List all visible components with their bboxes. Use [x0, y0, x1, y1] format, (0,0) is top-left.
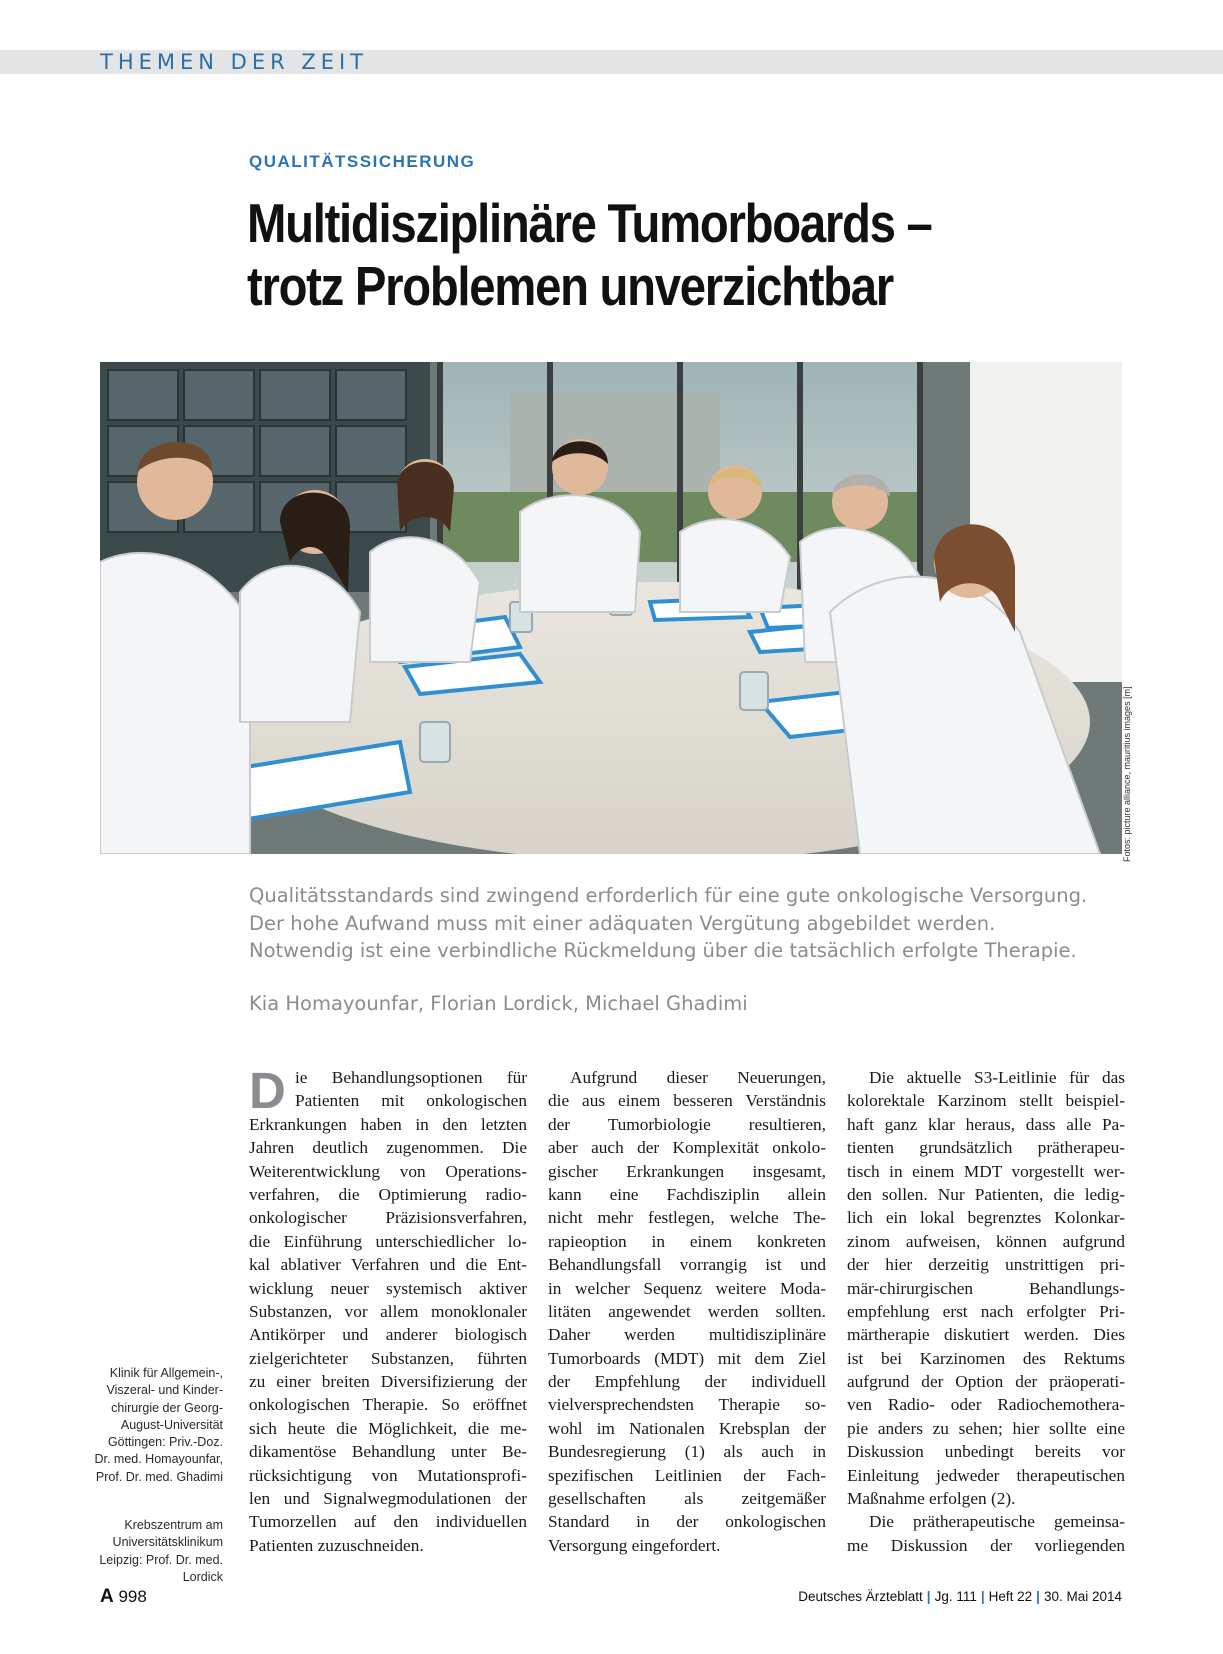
body-column-2 — [548, 1066, 826, 1557]
body-text-line: Maßnahme erfolgen (2). — [847, 1489, 1016, 1509]
body-text-line: Weiterentwicklung von Operations- — [249, 1161, 527, 1181]
body-text-line: Erkrankungen haben in den letzten — [249, 1114, 527, 1134]
body-text-line: kann eine Fachdisziplin allein — [548, 1184, 826, 1204]
body-text-line: rapieoption in einem konkreten — [548, 1231, 826, 1251]
title-line: trotz Problemen unverzichtbar — [247, 255, 893, 317]
body-text-line: ie Behandlungsoptionen für — [295, 1068, 527, 1087]
body-text-line: den sollen. Nur Patienten, die ledig- — [847, 1184, 1125, 1204]
body-text-line: sich heute die Möglichkeit, die me- — [249, 1418, 527, 1438]
body-text-line: zielgerichteter Substanzen, führten — [249, 1348, 527, 1368]
author-affiliation — [83, 1517, 223, 1586]
separator: | — [1036, 1589, 1040, 1604]
body-text-line: onkologischer Präzisionsverfahren, — [249, 1208, 527, 1228]
page-number: 998 — [118, 1587, 147, 1606]
body-text-line: nicht mehr festlegen, welche The- — [548, 1208, 826, 1228]
body-text-line: ven Radio- oder Radiochemothera- — [847, 1395, 1125, 1415]
separator: | — [926, 1589, 931, 1604]
body-text-line: kolorektale Karzinom stellt beispiel- — [847, 1091, 1125, 1111]
lead-line: Qualitätsstandards sind zwingend erforderlich für eine gute onkologische Versorgung. — [249, 884, 1088, 907]
body-column-3 — [847, 1066, 1125, 1557]
affiliation-line: Dr. med. Homayounfar, — [94, 1452, 223, 1467]
journal-name: Deutsches Ärzteblatt — [798, 1589, 923, 1604]
body-text-line: Diskussion unbedingt bereits vor — [847, 1442, 1125, 1462]
body-text-line: mär-chirurgischen Behandlungs- — [847, 1278, 1125, 1298]
body-text-line: aber auch der Komplexität onkolo- — [548, 1138, 826, 1158]
article-lead — [249, 882, 1129, 965]
body-text-line: len und Signalwegmodulationen der — [249, 1489, 527, 1509]
separator: | — [980, 1589, 985, 1604]
body-text-line: Tumorboards (MDT) mit dem Ziel — [548, 1348, 826, 1368]
drop-cap: D — [249, 1062, 286, 1119]
body-text-line: der Tumorbiologie resultieren, — [548, 1114, 826, 1134]
article-kicker: QUALITÄTSSICHERUNG — [249, 152, 476, 171]
lead-line: Der hohe Aufwand muss mit einer adäquaten Vergütung abgebildet werden. — [249, 911, 996, 935]
body-text-line: tienten grundsätzlich prätherapeu- — [847, 1138, 1125, 1158]
lead-line: Notwendig ist eine verbindliche Rückmeldung über die tatsächlich erfolgte Therapie. — [249, 939, 1077, 962]
body-column-1 — [249, 1062, 527, 1557]
article-photo — [100, 362, 1122, 854]
affiliation-line: Krebszentrum am — [124, 1518, 223, 1532]
body-text-line: der Empfehlung der individuell — [548, 1372, 826, 1392]
page-folio — [100, 1586, 147, 1608]
body-text-line: Behandlungsfall vorrangig ist und — [548, 1255, 826, 1275]
affiliation-line: Viszeral- und Kinder- — [106, 1383, 223, 1398]
body-text-line: wicklung neuer systemisch aktiver — [249, 1278, 527, 1298]
meeting-photo-illustration — [100, 362, 1122, 854]
section-label: THEMEN DER ZEIT — [100, 50, 369, 74]
body-text-line: in welcher Sequenz weitere Moda- — [548, 1278, 826, 1298]
body-text-line: me Diskussion der vorliegenden — [847, 1535, 1125, 1555]
body-text-line: lich ein lokal begrenztes Kolonkar- — [847, 1208, 1125, 1228]
body-text-line: Antikörper und anderer biologisch — [249, 1325, 527, 1345]
affiliation-line: Klinik für Allgemein-, — [109, 1366, 223, 1380]
affiliation-line: Prof. Dr. med. Ghadimi — [95, 1469, 223, 1484]
body-text-line: Substanzen, vor allem monoklonaler — [249, 1301, 527, 1321]
body-text-line: zu einer breiten Diversifizierung der — [249, 1372, 527, 1392]
title-line: Multidisziplinäre Tumorboards – — [247, 192, 932, 254]
body-text-line: wohl im Nationalen Krebsplan der — [548, 1418, 826, 1438]
body-text-line: Patienten mit onkologischen — [295, 1091, 527, 1111]
body-text-line: gischer Erkrankungen insgesamt, — [548, 1161, 826, 1181]
affiliation-line: Göttingen: Priv.-Doz. — [107, 1435, 223, 1450]
affiliation-line: Lordick — [182, 1569, 223, 1584]
body-text-line: tisch in einem MDT vorgestellt wer- — [847, 1161, 1125, 1181]
body-text-line: Tumorzellen auf den individuellen — [249, 1512, 527, 1532]
body-text-line: gesellschaften als zeitgemäßer — [548, 1489, 826, 1509]
article-title — [247, 192, 1021, 318]
affiliation-line: chirurgie der Georg- — [111, 1400, 223, 1415]
body-text-line: Einleitung jedweder therapeutischen — [847, 1465, 1125, 1485]
body-text-line: zinom aufweisen, können aufgrund — [847, 1231, 1125, 1251]
body-text-line: verfahren, die Optimierung radio- — [249, 1184, 527, 1204]
body-text-line: ist bei Karzinomen des Rektums — [847, 1348, 1125, 1368]
affiliation-line: Universitätsklinikum — [112, 1535, 223, 1550]
body-text-line: kal ablativer Verfahren und die Ent- — [249, 1255, 527, 1275]
footer-meta — [798, 1589, 1122, 1604]
affiliation-line: August-Universität — [120, 1417, 223, 1432]
body-text-line: Aufgrund dieser Neuerungen, — [570, 1068, 826, 1087]
photo-credit: Fotos: picture alliance, mauritius images [m] — [1122, 686, 1132, 862]
body-text-line: die aus einem besseren Verständnis — [548, 1091, 826, 1111]
body-text-line: die Einführung unterschiedlicher lo- — [249, 1231, 527, 1251]
body-text-line: haft ganz klar heraus, dass alle Pa- — [847, 1114, 1125, 1134]
body-text-line: litäten angewendet werden sollten. — [548, 1301, 826, 1321]
body-text-line: empfehlung erst nach erfolgter Pri- — [847, 1301, 1125, 1321]
body-text-line: der hier derzeitig unstrittigen pri- — [847, 1255, 1125, 1275]
body-text-line: rücksichtigung von Mutationsprofi- — [249, 1465, 527, 1485]
body-text-line: vielversprechendsten Therapie so- — [548, 1395, 826, 1415]
affiliation-line: Leipzig: Prof. Dr. med. — [99, 1552, 223, 1567]
body-text-line: onkologischen Therapie. So eröffnet — [249, 1395, 527, 1415]
body-text-line: aufgrund der Option der präoperati- — [847, 1372, 1125, 1392]
body-text-line: märtherapie diskutiert werden. Dies — [847, 1325, 1125, 1345]
article-authors: Kia Homayounfar, Florian Lordick, Michael Ghadimi — [249, 992, 748, 1015]
body-text-line: Die aktuelle S3-Leitlinie für das — [869, 1068, 1125, 1087]
issue: Heft 22 — [988, 1589, 1033, 1604]
issue-date: 30. Mai 2014 — [1043, 1589, 1122, 1604]
body-text-line: Patienten zuzuschneiden. — [249, 1535, 424, 1555]
body-text-line: spezifischen Leitlinien der Fach- — [548, 1465, 826, 1485]
folio-letter: A — [100, 1586, 114, 1607]
body-text-line: Standard in der onkologischen — [548, 1512, 826, 1532]
body-text-line: Die prätherapeutische gemeinsa- — [869, 1512, 1125, 1532]
body-text-line: Jahren deutlich zugenommen. Die — [249, 1138, 527, 1158]
body-text-line: Daher werden multidisziplinäre — [548, 1325, 826, 1345]
body-text-line: pie anders zu sehen; hier sollte eine — [847, 1418, 1125, 1438]
volume: Jg. 111 — [934, 1589, 977, 1604]
author-affiliation — [83, 1365, 223, 1486]
body-text-line: Bundesregierung (1) als auch in — [548, 1442, 826, 1462]
body-text-line: Versorgung eingefordert. — [548, 1535, 721, 1555]
body-text-line: dikamentöse Behandlung unter Be- — [249, 1442, 527, 1462]
